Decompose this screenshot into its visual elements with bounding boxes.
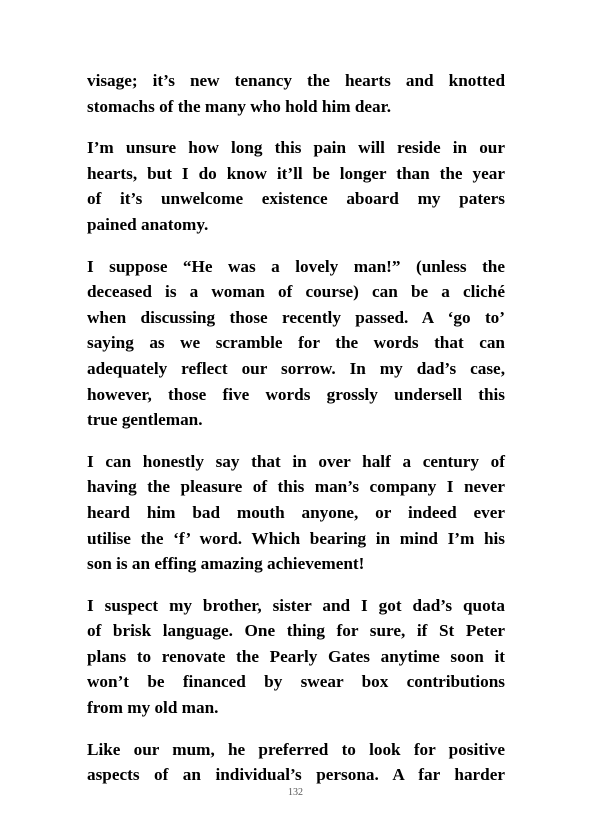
text-line: I suppose “He was a lovely man!” (unless the (87, 256, 505, 276)
text-line: son is an effing amazing achievement! (87, 554, 365, 574)
body-text (87, 68, 505, 804)
paragraph (87, 593, 505, 721)
paragraph (87, 254, 505, 433)
text-line: I can honestly say that in over half a century of (87, 451, 505, 471)
text-line: Like our mum, he preferred to look for positive (87, 739, 505, 759)
text-line: deceased is a woman of course) can be a cliché (87, 282, 505, 302)
text-line: however, those five words grossly undersell this (87, 384, 505, 404)
paragraph (87, 135, 505, 237)
text-line: saying as we scramble for the words that can (87, 333, 505, 353)
text-line: I suspect my brother, sister and I got dad’s quota (87, 595, 505, 615)
text-line: won’t be financed by swear box contributions (87, 672, 505, 692)
text-line: aspects of an individual’s persona. A far harder (87, 765, 505, 785)
paragraph (87, 449, 505, 577)
text-line: adequately reflect our sorrow. In my dad’s case, (87, 358, 505, 378)
text-line: of brisk language. One thing for sure, if St Peter (87, 621, 505, 641)
text-line: hearts, but I do know it’ll be longer than the year (87, 163, 505, 183)
paragraph (87, 68, 505, 119)
text-line: heard him bad mouth anyone, or indeed ever (87, 502, 505, 522)
text-line: having the pleasure of this man’s company I never (87, 477, 505, 497)
text-line: from my old man. (87, 698, 219, 718)
text-line: stomachs of the many who hold him dear. (87, 96, 391, 116)
text-line: true gentleman. (87, 410, 203, 430)
text-line: I’m unsure how long this pain will reside in our (87, 138, 505, 158)
text-line: plans to renovate the Pearly Gates anytime soon it (87, 646, 505, 666)
page-number: 132 (288, 787, 303, 798)
text-line: of it’s unwelcome existence aboard my paters (87, 189, 505, 209)
text-line: visage; it’s new tenancy the hearts and knotted (87, 71, 505, 90)
text-line: when discussing those recently passed. A ‘go to’ (87, 307, 505, 327)
text-line: pained anatomy. (87, 214, 209, 234)
paragraph (87, 737, 505, 788)
text-line: utilise the ‘f’ word. Which bearing in mind I’m his (87, 528, 505, 548)
